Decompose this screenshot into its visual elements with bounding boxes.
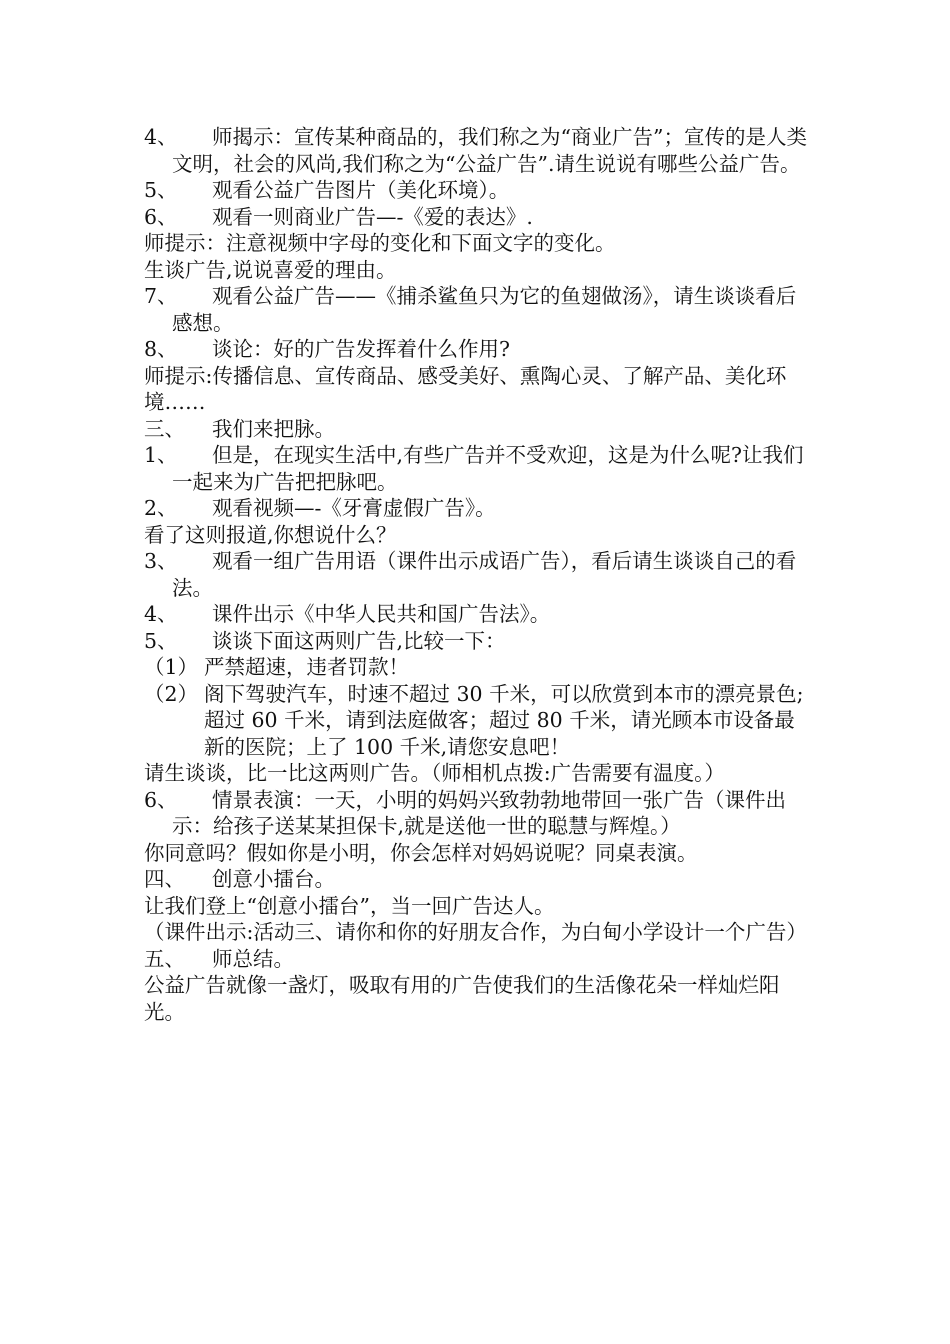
plain-paragraph: 生谈广告,说说喜爱的理由。 <box>144 257 397 282</box>
plain-paragraph: 师提示：注意视频中字母的变化和下面文字的变化。 <box>144 231 616 255</box>
paragraph-text: 师总结。 <box>212 946 294 971</box>
paragraph-text: 观看公益广告——《捕杀鲨鱼只为它的鱼翅做汤》，请生谈谈看后感想。 <box>172 284 797 335</box>
paragraph-number: 2、 <box>144 496 178 520</box>
paragraph-text: 我们来把脉。 <box>212 416 335 441</box>
paragraph-text: 观看一则商业广告—-《爱的表达》. <box>212 204 533 229</box>
plain-paragraph: （课件出示:活动三、请你和你的好朋友合作，为白甸小学设计一个广告） <box>144 920 807 944</box>
sub-item-text: 严禁超速，违者罚款！ <box>204 655 409 679</box>
numbered-paragraph <box>144 548 812 601</box>
numbered-paragraph <box>144 124 812 177</box>
plain-paragraph: 请生谈谈，比一比这两则广告。（师相机点拨:广告需要有温度。） <box>144 761 725 785</box>
paragraph-number: 6、 <box>144 204 178 229</box>
document-body <box>144 124 812 1025</box>
paragraph-text: 情景表演：一天，小明的妈妈兴致勃勃地带回一张广告（课件出示：给孩子送某某担保卡,就是送他一世的聪慧与辉煌。） <box>172 787 786 838</box>
paragraph-text: 但是，在现实生活中,有些广告并不受欢迎，这是为什么呢?让我们一起来为广告把把脉吧。 <box>172 443 804 494</box>
paragraph-number: 4、 <box>144 125 178 149</box>
plain-paragraph: 让我们登上“创意小擂台”，当一回广告达人。 <box>144 893 555 918</box>
numbered-paragraph <box>144 442 812 495</box>
numbered-paragraph <box>144 787 812 840</box>
paragraph-number: 3、 <box>144 549 178 573</box>
paragraph-number: 6、 <box>144 787 178 812</box>
numbered-paragraph <box>144 495 812 522</box>
numbered-paragraph <box>144 628 812 655</box>
paragraph-number: 四、 <box>144 867 185 891</box>
sub-item-number: （1） <box>144 655 199 679</box>
paragraph-text: 谈谈下面这两则广告,比较一下： <box>212 628 506 653</box>
paragraph-number: 1、 <box>144 443 178 467</box>
paragraph-number: 7、 <box>144 284 178 308</box>
plain-paragraph: 师提示:传播信息、宣传商品、感受美好、熏陶心灵、了解产品、美化环境…… <box>144 363 787 414</box>
numbered-paragraph <box>144 601 812 628</box>
paragraph-number: 5、 <box>144 628 178 653</box>
paragraph-text: 观看视频—-《牙膏虚假广告》。 <box>212 496 496 520</box>
numbered-paragraph <box>144 866 812 893</box>
plain-paragraph: 看了这则报道,你想说什么？ <box>144 522 397 547</box>
paragraph-number: 5、 <box>144 178 178 202</box>
paragraph-text: 谈论：好的广告发挥着什么作用? <box>212 337 510 361</box>
paragraph-text: 观看公益广告图片（美化环境）。 <box>212 178 510 202</box>
paragraph-text: 创意小擂台。 <box>212 867 335 891</box>
numbered-paragraph <box>144 416 812 443</box>
numbered-paragraph <box>144 946 812 973</box>
paragraph-number: 三、 <box>144 416 185 441</box>
paragraph-text: 课件出示《中华人民共和国广告法》。 <box>212 602 551 626</box>
plain-paragraph: 公益广告就像一盏灯，吸取有用的广告使我们的生活像花朵一样灿烂阳光。 <box>144 973 780 1024</box>
sub-item-text: 阁下驾驶汽车，时速不超过 30 千米，可以欣赏到本市的漂亮景色;超过 60 千米，请到法庭做客；超过 80 千米，请光顾本市设备最新的医院；上了 100 千米,请您安息吧！ <box>204 681 804 759</box>
paragraph-number: 五、 <box>144 946 185 971</box>
numbered-paragraph <box>144 204 812 231</box>
paragraph-number: 8、 <box>144 337 178 361</box>
paragraph-text: 师揭示：宣传某种商品的，我们称之为“商业广告”；宣传的是人类文明，社会的风尚,我们称之为“公益广告”.请生说说有哪些公益广告。 <box>172 125 807 176</box>
numbered-paragraph <box>144 177 812 204</box>
numbered-paragraph <box>144 336 812 363</box>
sub-item-number: （2） <box>144 681 199 706</box>
paragraph-text: 观看一组广告用语（课件出示成语广告），看后请生谈谈自己的看法。 <box>172 549 797 600</box>
document-page <box>144 124 812 1025</box>
plain-paragraph: 你同意吗？假如你是小明，你会怎样对妈妈说呢？同桌表演。 <box>144 840 698 865</box>
numbered-paragraph <box>144 283 812 336</box>
sub-item <box>144 681 812 761</box>
sub-item <box>144 654 812 681</box>
paragraph-number: 4、 <box>144 602 178 626</box>
